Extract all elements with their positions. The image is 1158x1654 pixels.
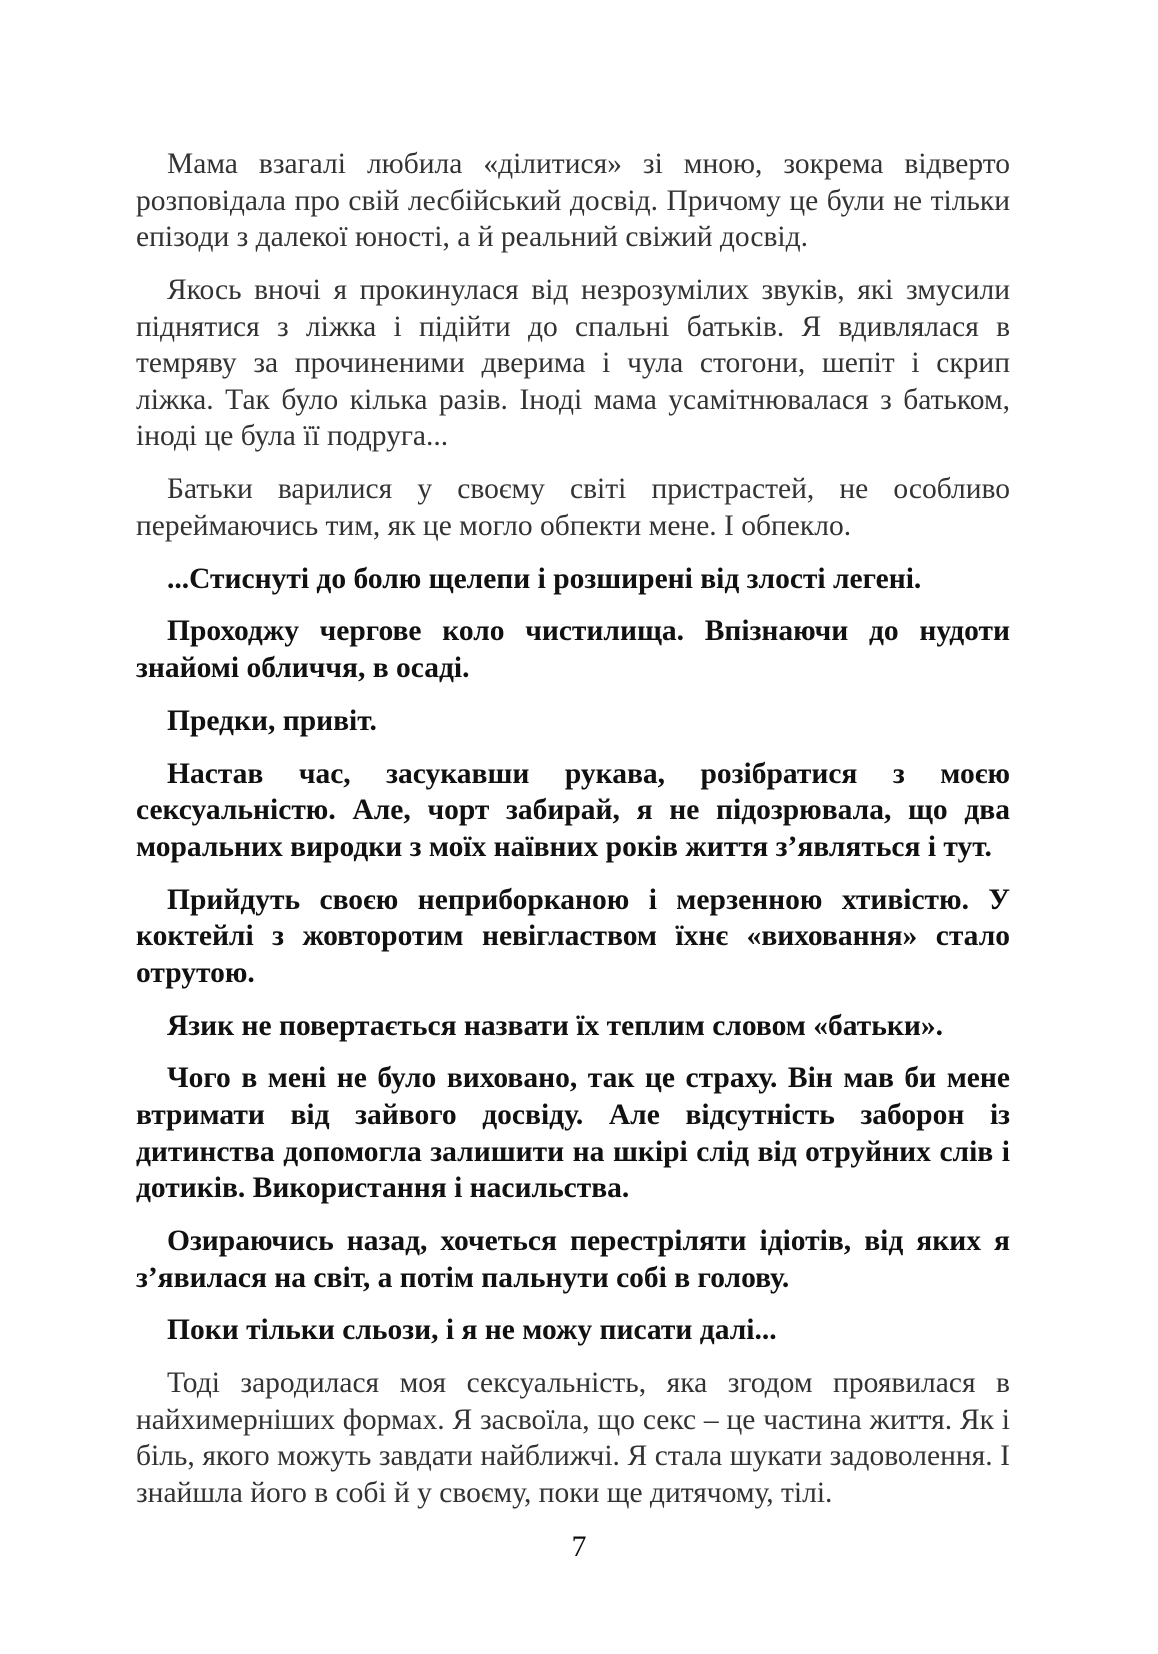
bold-paragraph: Чого в мені не було виховано, так це страху. Він мав би мене втримати від зайвого досвіду. Але відсутність заборон із дитинства допомогла залишити на шкірі слід від отруйних слів і дотиків. Використання і насильства. bbox=[136, 1062, 1010, 1205]
body-text bbox=[136, 146, 1010, 1528]
bold-paragraph: Язик не повертається назвати їх теплим словом «батьки». bbox=[167, 1009, 943, 1042]
bold-paragraph: Озираючись назад, хочеться перестріляти ідіотів, від яких я з’явилася на світ, а потім пальнути собі в голову. bbox=[136, 1225, 1010, 1294]
bold-paragraph: Предки, привіт. bbox=[167, 704, 377, 737]
bold-paragraph: Проходжу чергове коло чистилища. Впізнаючи до нудоти знайомі обличчя, в осаді. bbox=[136, 615, 1010, 684]
paragraph: Мама взагалі любила «ділитися» зі мною, зокрема відверто розповідала про свій лесбійський досвід. Причому це були не тільки епізоди з далекої юності, а й реальний свіжий досвід. bbox=[136, 148, 1010, 254]
paragraph: Тоді зародилася моя сексуальність, яка згодом проявилася в найхимерніших формах. Я засвоїла, що секс – це частина життя. Як і біль, якого можуть завдати найближчі. Я стала шукати задоволення. І знайшла його в собі й у своєму, поки ще дитячому, тілі. bbox=[136, 1367, 1010, 1510]
bold-paragraph: Настав час, засукавши рукава, розібратися з моєю сексуальністю. Але, чорт забирай, я не підозрювала, що два моральних виродки з моїх наївних років життя з’являться і тут. bbox=[136, 757, 1010, 863]
bold-paragraph: Прийдуть своєю неприборканою і мерзенною хтивістю. У коктейлі з жовторотим невіглаством їхнє «виховання» стало отрутою. bbox=[136, 883, 1010, 989]
paragraph: Якось вночі я прокинулася від незрозумілих звуків, які змусили піднятися з ліжка і підійти до спальні батьків. Я вдивлялася в темряву за прочиненими дверима і чула стогони, шепіт і скрип ліжка. Так було кілька разів. Іноді мама усамітнювалася з батьком, іноді це була її подруга... bbox=[136, 274, 1010, 453]
bold-paragraph: ...Стиснуті до болю щелепи і розширені від злості легені. bbox=[167, 562, 922, 595]
paragraph: Батьки варилися у своєму світі пристрастей, не особливо переймаючись тим, як це могло обпекти мене. І обпекло. bbox=[136, 473, 1010, 542]
bold-paragraph: Поки тільки сльози, і я не можу писати далі... bbox=[167, 1314, 777, 1347]
page-number: 7 bbox=[571, 1530, 587, 1563]
